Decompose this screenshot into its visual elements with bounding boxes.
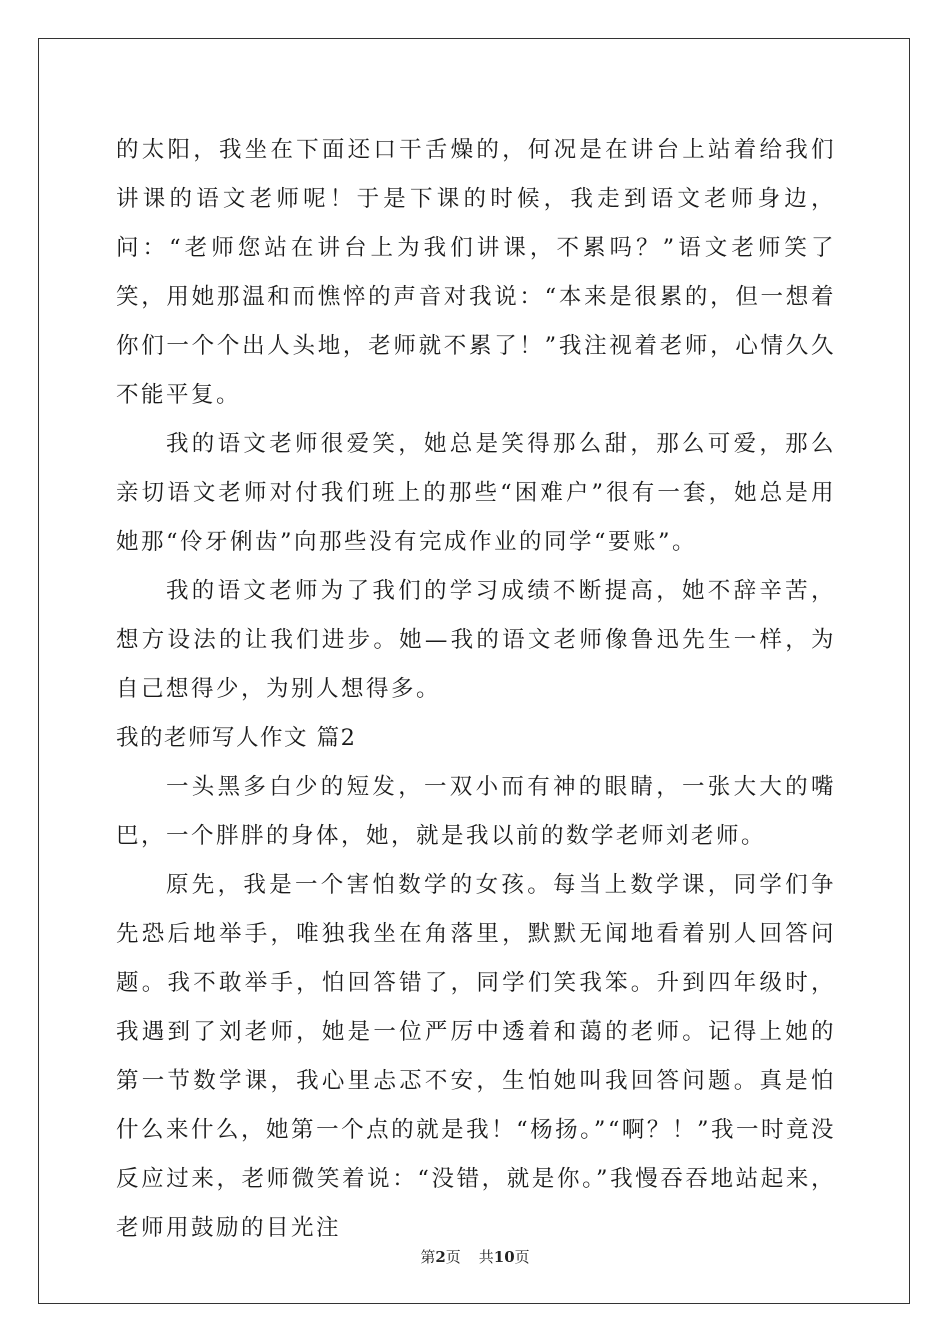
page-number: 2 <box>435 1248 446 1266</box>
paragraph-5: 原先，我是一个害怕数学的女孩。每当上数学课，同学们争先恐后地举手，唯独我坐在角落里，默默无闻地看着别人回答问题。我不敢举手，怕回答错了，同学们笑我笨。升到四年级时，我遇到了刘老师，她是一位严厉中透着和蔼的老师。记得上她的第一节数学课，我心里忐忑不安，生怕她叫我回答问题。真是怕什么来什么，她第一个点的就是我！“杨扬。”“啊？！”我一时竟没反应过来，老师微笑着说：“没错，就是你。”我慢吞吞地站起来，老师用鼓励的目光注 <box>116 872 836 1241</box>
page-footer <box>0 1246 950 1267</box>
paragraph-4: 一头黑多白少的短发，一双小而有神的眼睛，一张大大的嘴巴，一个胖胖的身体，她，就是我以前的数学老师刘老师。 <box>116 774 836 849</box>
total-suffix: 页 <box>514 1248 530 1266</box>
paragraph-3: 我的语文老师为了我们的学习成绩不断提高，她不辞辛苦，想方设法的让我们进步。她—我的语文老师像鲁迅先生一样，为自己想得少，为别人想得多。 <box>116 578 836 702</box>
section-heading: 我的老师写人作文 篇2 <box>116 725 357 751</box>
paragraph-2: 我的语文老师很爱笑，她总是笑得那么甜，那么可爱，那么亲切语文老师对付我们班上的那些“困难户”很有一套，她总是用她那“伶牙俐齿”向那些没有完成作业的同学“要账”。 <box>116 431 836 555</box>
document-body <box>116 126 836 1253</box>
page-prefix: 第 <box>420 1248 436 1266</box>
total-prefix: 共 <box>478 1248 494 1266</box>
paragraph-1: 的太阳，我坐在下面还口干舌燥的，何况是在讲台上站着给我们讲课的语文老师呢！于是下课的时候，我走到语文老师身边，问：“老师您站在讲台上为我们讲课，不累吗？”语文老师笑了笑，用她那温和而憔悴的声音对我说：“本来是很累的，但一想着你们一个个出人头地，老师就不累了！”我注视着老师，心情久久不能平复。 <box>116 137 836 408</box>
total-pages: 10 <box>493 1248 515 1266</box>
page-suffix: 页 <box>445 1248 461 1266</box>
